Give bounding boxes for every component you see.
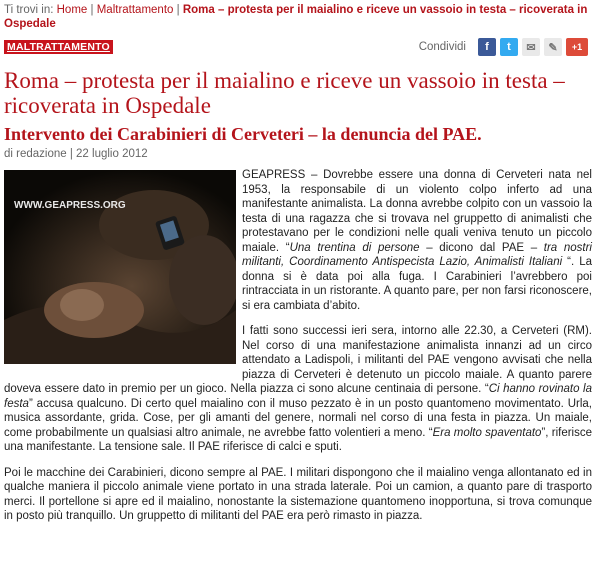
pin-icon[interactable]: ✎ <box>544 38 562 56</box>
category-badge[interactable]: MALTRATTAMENTO <box>4 40 113 54</box>
article-paragraph: I fatti sono successi ieri sera, intorno alle 22.30, a Cerveteri (RM). Nel corso di una manifestazione animalista innanzi ad un circo attendato a Ladispoli, i militanti del PAE vengono avvisati che nella piazza di Cerveteri è detenuto un piccolo maiale. A quanto parere doveva essere dato in premio per un gioco. Nella piazza ci sono alcune centinaia di persone. “Ci hanno rovinato la festa” accusa qualcuno. Di certo quel maialino con il muso pezzato è in un posto quantomeno movimentato. Urla, musica assordante, grida. Cose, per gli amanti del genere, normali nel corso di una festa in piazza. Un maiale, come probabilmente un qualsiasi altro animale, ne avrebbe fatto volentieri a meno. “Era molto spaventato”, riferisce una manifestante. La tensione sale. Il PAE riferisce di calci e sputi. <box>4 325 593 453</box>
article-photo <box>4 170 236 364</box>
breadcrumb-separator: | <box>90 4 94 16</box>
article-title: Roma – protesta per il maialino e riceve un vassoio in testa – ricoverata in Ospedale <box>4 68 565 118</box>
article-byline: di redazione | 22 luglio 2012 <box>4 148 148 160</box>
breadcrumb-separator: | <box>176 4 180 16</box>
article-paragraph: Poi le macchine dei Carabinieri, dicono sempre al PAE. I militari dispongono che il maialino venga allontanato ed in qualche maniera il piccolo animale viene portato in una strada laterale. Poi un camion, a quanto pare di trasporto merci. Il portellone si apre ed il maialino, nonostante la sistemazione quantomeno inopportuna, si trova comunque in posto più tranquillo. Un gruppetto di militanti del PAE era però rimasto in piazza. <box>4 466 592 522</box>
facebook-icon[interactable]: f <box>478 38 496 56</box>
breadcrumb <box>4 3 596 31</box>
photo-watermark: WWW.GEAPRESS.ORG <box>14 200 126 211</box>
share-label: Condividi <box>418 41 466 53</box>
breadcrumb-home-link[interactable]: Home <box>56 4 88 16</box>
breadcrumb-current: Roma – protesta per il maialino e riceve un vassoio in testa – ricoverata in Ospedale <box>4 4 588 30</box>
article-subtitle: Intervento dei Carabinieri di Cerveteri – la denuncia del PAE. <box>4 124 482 144</box>
twitter-icon[interactable]: t <box>500 38 518 56</box>
google-plus-icon[interactable]: +1 <box>566 38 588 56</box>
photo-illustration <box>4 170 236 364</box>
breadcrumb-prefix: Ti trovi in: <box>4 4 54 16</box>
email-icon[interactable]: ✉ <box>522 38 540 56</box>
share-bar <box>419 38 588 56</box>
article-paragraph: GEAPRESS – Dovrebbe essere una donna di Cerveteri nata nel 1953, la responsabile di un violento colpo inferto ad una manifestante animalista. La donna avrebbe colpito con un vassoio la testa di una ragazza che si trovava nel gruppetto di animalisti che protestavano per le condizioni nelle quali veniva tenuto un piccolo maiale. “Una trentina di persone – dicono dal PAE – tra nostri militanti, Coordinamento Antispecista Lazio, Animalisti Italiani “. La donna si è data poi alla fuga. I Carabinieri l’avrebbero poi rintracciata in un ristorante. A quanto pare, per non farsi riconoscere, si era cambiata d’abito. <box>242 169 592 312</box>
breadcrumb-category-link[interactable]: Maltrattamento <box>96 4 174 16</box>
